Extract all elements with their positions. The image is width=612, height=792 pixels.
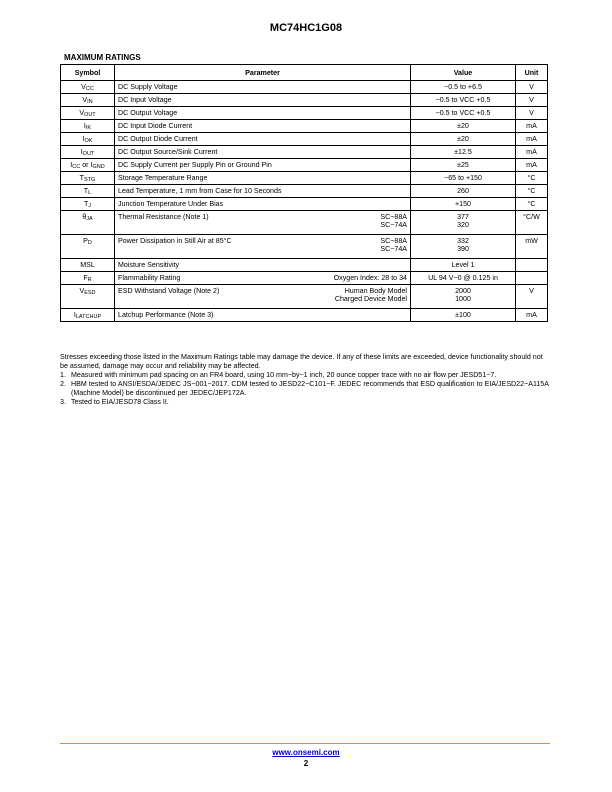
row-parameter: [115, 198, 411, 211]
parameter-name: Storage Temperature Range: [118, 174, 208, 182]
note-text: Measured with minimum pad spacing on an FR4 board, using 10 mm−by−1 inch, 20 ounce copper trace with no air flow per JESD51−7.: [71, 371, 497, 379]
note-number: 2.: [60, 380, 66, 388]
row-symbol: [61, 198, 115, 211]
note-number: 1.: [60, 371, 66, 379]
table-row: [61, 120, 548, 133]
document-title: MC74HC1G08: [269, 22, 343, 34]
section-title: MAXIMUM RATINGS: [64, 53, 141, 62]
symbol-subscript: STG: [84, 177, 96, 183]
row-unit: mW: [516, 235, 548, 259]
symbol-subscript: IK: [85, 125, 92, 131]
table-row: [61, 272, 548, 285]
row-parameter: [115, 133, 411, 146]
row-symbol: [61, 159, 115, 172]
row-parameter: [115, 172, 411, 185]
row-symbol: [61, 172, 115, 185]
footer-website-link[interactable]: www.onsemi.com: [272, 748, 340, 757]
note-number: 3.: [60, 398, 66, 406]
row-unit: mA: [516, 146, 548, 159]
symbol-subscript: IN: [87, 99, 93, 105]
page-number: 2: [303, 759, 309, 768]
symbol-subscript: LATCHUP: [75, 314, 102, 320]
symbol-main: T: [79, 174, 85, 182]
row-unit: °C: [516, 172, 548, 185]
row-unit: [516, 272, 548, 285]
table-row: [61, 211, 548, 235]
parameter-name: Thermal Resistance (Note 1): [118, 213, 209, 221]
table-row: [61, 259, 548, 272]
row-symbol: [61, 235, 115, 259]
symbol-main: T: [83, 187, 89, 195]
table-row: [61, 107, 548, 120]
row-parameter: [115, 159, 411, 172]
note-text: HBM tested to ANSI/ESDA/JEDEC JS−001−2017. CDM tested to JESD22−C101−F. JEDEC recommends that ESD qualification to EIA/JESD22−A115A (Machine Model) be discontinued per JEDEC/JEP172A.: [71, 380, 549, 397]
row-value: +150: [411, 198, 516, 211]
row-value: Level 1: [411, 259, 516, 272]
symbol-subscript: R: [87, 277, 92, 283]
symbol-extra: or I: [80, 161, 93, 169]
row-unit: mA: [516, 309, 548, 322]
parameter-name: DC Supply Voltage: [118, 83, 178, 91]
notes-section: [60, 353, 549, 407]
row-value: ±12.5: [411, 146, 516, 159]
parameter-name: DC Input Diode Current: [118, 122, 193, 130]
row-value: UL 94 V−0 @ 0.125 in: [411, 272, 516, 285]
table-header-row: [61, 65, 548, 81]
row-parameter: [115, 107, 411, 120]
row-unit: V: [516, 285, 548, 309]
table-row: [61, 172, 548, 185]
parameter-condition: Human Body Model Charged Device Model: [334, 287, 407, 303]
symbol-main: T: [83, 200, 89, 208]
symbol-main: V: [79, 109, 85, 117]
symbol-subscript: CC: [72, 164, 81, 170]
row-symbol: [61, 309, 115, 322]
symbol-subscript: OUT: [84, 112, 96, 118]
note-text: Tested to EIA/JESD78 Class II.: [71, 398, 169, 406]
row-value: −0.5 to +6.5: [411, 81, 516, 94]
row-parameter: [115, 309, 411, 322]
table-row: [61, 198, 548, 211]
row-symbol: [61, 185, 115, 198]
symbol-main: I: [73, 311, 76, 319]
symbol-subscript: JA: [86, 216, 93, 222]
symbol-subscript: L: [88, 190, 92, 196]
table-row: [61, 159, 548, 172]
parameter-name: Power Dissipation in Still Air at 85°C: [118, 237, 232, 245]
row-parameter: [115, 146, 411, 159]
row-symbol: [61, 259, 115, 272]
row-unit: V: [516, 94, 548, 107]
row-value: 2000 1000: [411, 285, 516, 309]
row-symbol: [61, 272, 115, 285]
row-value: −0.5 to VCC +0.5: [411, 107, 516, 120]
parameter-name: Latchup Performance (Note 3): [118, 311, 214, 319]
header-unit: Unit: [516, 65, 548, 81]
row-value: −0.5 to VCC +0.5: [411, 94, 516, 107]
row-unit: mA: [516, 120, 548, 133]
symbol-main: V: [81, 83, 86, 91]
maximum-ratings-table: [60, 64, 548, 322]
symbol-subscript: J: [88, 203, 92, 209]
row-unit: mA: [516, 133, 548, 146]
row-symbol: [61, 133, 115, 146]
note-item: [60, 398, 549, 407]
row-symbol: [61, 94, 115, 107]
row-symbol: [61, 211, 115, 235]
parameter-name: ESD Withstand Voltage (Note 2): [118, 287, 220, 295]
notes-list: [60, 371, 549, 407]
parameter-condition: Oxygen Index: 28 to 34: [333, 274, 407, 282]
row-unit: °C: [516, 198, 548, 211]
table-row: [61, 235, 548, 259]
parameter-name: Lead Temperature, 1 mm from Case for 10 Seconds: [118, 187, 282, 195]
symbol-main: I: [80, 148, 83, 156]
row-value: 260: [411, 185, 516, 198]
table-row: [61, 133, 548, 146]
row-symbol: [61, 120, 115, 133]
row-unit: [516, 259, 548, 272]
symbol-main: I: [82, 135, 85, 143]
note-item: [60, 371, 549, 380]
header-symbol: Symbol: [61, 65, 115, 81]
table-row: [61, 94, 548, 107]
row-symbol: [61, 81, 115, 94]
row-value: −65 to +150: [411, 172, 516, 185]
row-parameter: [115, 81, 411, 94]
symbol-main: MSL: [80, 261, 95, 269]
symbol-main: I: [70, 161, 73, 169]
symbol-main: V: [79, 287, 85, 295]
symbol-subscript: D: [87, 240, 92, 246]
parameter-name: DC Output Diode Current: [118, 135, 198, 143]
row-unit: V: [516, 107, 548, 120]
symbol-main: I: [83, 122, 86, 130]
symbol-subscript-2: GND: [92, 164, 105, 170]
table-row: [61, 285, 548, 309]
parameter-condition: SC−88A SC−74A: [380, 237, 407, 253]
note-item: [60, 380, 549, 398]
row-parameter: [115, 272, 411, 285]
symbol-subscript: OUT: [82, 151, 95, 157]
parameter-name: DC Supply Current per Supply Pin or Ground Pin: [118, 161, 272, 169]
row-parameter: [115, 285, 411, 309]
header-parameter: Parameter: [115, 65, 411, 81]
parameter-name: Moisture Sensitivity: [118, 261, 180, 269]
table-body: [61, 81, 548, 322]
notes-intro: Stresses exceeding those listed in the Maximum Ratings table may damage the device. If any of these limits are exceeded, device functionality should not be assumed, damage may occur and reliability may be affected.: [60, 353, 543, 370]
table-row: [61, 185, 548, 198]
symbol-main: F: [83, 274, 88, 282]
row-unit: V: [516, 81, 548, 94]
row-symbol: [61, 107, 115, 120]
table-row: [61, 81, 548, 94]
row-unit: °C: [516, 185, 548, 198]
parameter-name: Flammability Rating: [118, 274, 181, 282]
symbol-subscript: ESD: [84, 290, 96, 296]
row-parameter: [115, 185, 411, 198]
row-unit: mA: [516, 159, 548, 172]
symbol-main: V: [82, 96, 88, 104]
table-row: [61, 309, 548, 322]
row-symbol: [61, 285, 115, 309]
footer-divider: [60, 743, 550, 744]
parameter-condition: SC−88A SC−74A: [380, 213, 407, 229]
row-parameter: [115, 94, 411, 107]
row-value: ±100: [411, 309, 516, 322]
row-parameter: [115, 120, 411, 133]
symbol-main: θ: [82, 213, 87, 221]
parameter-name: DC Output Source/Sink Current: [118, 148, 218, 156]
row-value: 332 390: [411, 235, 516, 259]
table-row: [61, 146, 548, 159]
row-symbol: [61, 146, 115, 159]
symbol-main: P: [83, 237, 88, 245]
row-unit: °C/W: [516, 211, 548, 235]
header-value: Value: [411, 65, 516, 81]
row-parameter: [115, 259, 411, 272]
symbol-subscript: CC: [85, 86, 94, 92]
row-value: ±20: [411, 120, 516, 133]
row-value: ±20: [411, 133, 516, 146]
row-parameter: [115, 235, 411, 259]
row-value: ±25: [411, 159, 516, 172]
row-value: 377 320: [411, 211, 516, 235]
row-parameter: [115, 211, 411, 235]
parameter-name: DC Output Voltage: [118, 109, 178, 117]
parameter-name: Junction Temperature Under Bias: [118, 200, 224, 208]
symbol-subscript: OK: [84, 138, 93, 144]
parameter-name: DC Input Voltage: [118, 96, 172, 104]
